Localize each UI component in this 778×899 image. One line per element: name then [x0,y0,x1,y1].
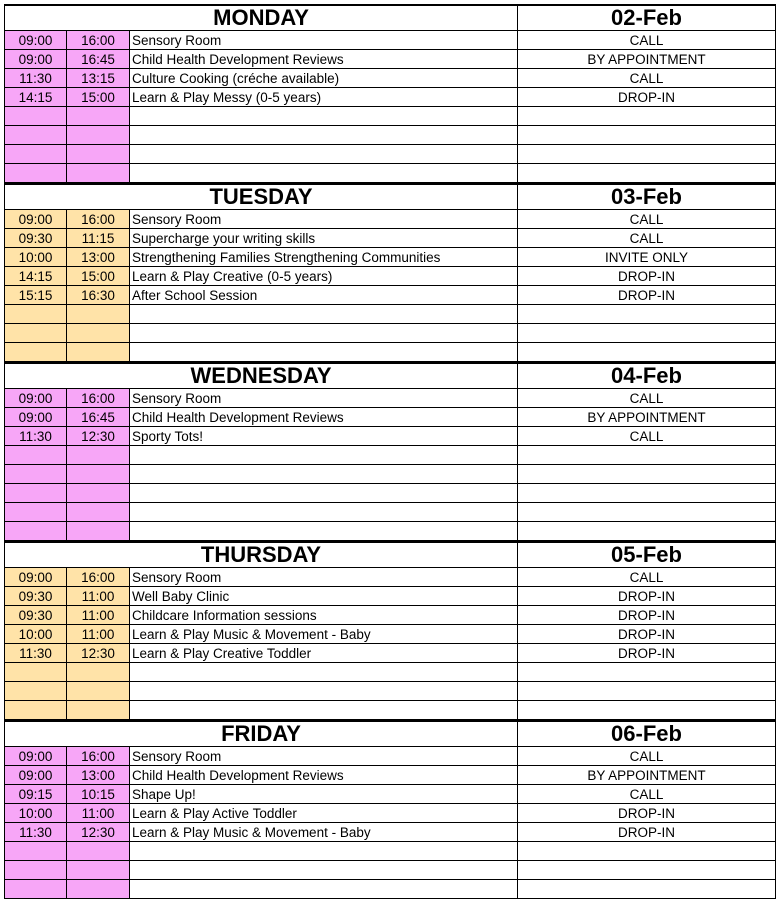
empty-row [5,663,776,682]
schedule-row [5,568,776,587]
empty-cell [518,484,776,503]
day-name: THURSDAY [5,542,518,568]
empty-cell [518,446,776,465]
schedule-row [5,286,776,305]
empty-cell [518,305,776,324]
empty-cell [5,305,67,324]
empty-cell [5,682,67,701]
schedule-row [5,229,776,248]
empty-cell [130,484,518,503]
end-time: 16:45 [67,408,130,427]
day-header [5,184,776,210]
booking-status: DROP-IN [518,823,776,842]
schedule-row [5,248,776,267]
activity-name: Sensory Room [130,568,518,587]
booking-status: CALL [518,389,776,408]
empty-cell [518,324,776,343]
end-time: 12:30 [67,644,130,663]
empty-cell [518,861,776,880]
booking-status: DROP-IN [518,587,776,606]
empty-cell [130,446,518,465]
empty-cell [67,305,130,324]
empty-row [5,107,776,126]
empty-cell [130,164,518,183]
empty-cell [67,343,130,362]
end-time: 13:00 [67,766,130,785]
empty-row [5,145,776,164]
empty-cell [518,503,776,522]
activity-name: Learn & Play Creative (0-5 years) [130,267,518,286]
empty-row [5,343,776,362]
empty-cell [67,164,130,183]
booking-status: BY APPOINTMENT [518,50,776,69]
end-time: 12:30 [67,823,130,842]
empty-row [5,446,776,465]
empty-cell [130,145,518,164]
end-time: 16:00 [67,31,130,50]
schedule-row [5,31,776,50]
activity-name: Sensory Room [130,747,518,766]
activity-name: Sensory Room [130,210,518,229]
day-header [5,542,776,568]
empty-cell [130,842,518,861]
day-name: FRIDAY [5,721,518,747]
activity-name: Shape Up! [130,785,518,804]
empty-cell [518,842,776,861]
start-time: 09:00 [5,210,67,229]
schedule-row [5,823,776,842]
empty-cell [130,503,518,522]
booking-status: DROP-IN [518,286,776,305]
empty-cell [67,682,130,701]
empty-cell [518,682,776,701]
activity-name: Learn & Play Active Toddler [130,804,518,823]
empty-row [5,305,776,324]
empty-cell [67,465,130,484]
day-date: 06-Feb [518,721,776,747]
end-time: 16:00 [67,210,130,229]
schedule-row [5,267,776,286]
empty-cell [5,107,67,126]
booking-status: CALL [518,69,776,88]
schedule-row [5,644,776,663]
day-header [5,721,776,747]
activity-name: After School Session [130,286,518,305]
empty-cell [518,701,776,720]
day-header [5,5,776,31]
booking-status: BY APPOINTMENT [518,766,776,785]
activity-name: Sporty Tots! [130,427,518,446]
empty-cell [67,503,130,522]
end-time: 16:30 [67,286,130,305]
empty-row [5,861,776,880]
end-time: 16:00 [67,568,130,587]
booking-status: DROP-IN [518,88,776,107]
day-header [5,363,776,389]
empty-cell [67,145,130,164]
end-time: 16:45 [67,50,130,69]
schedule-row [5,50,776,69]
empty-cell [130,522,518,541]
start-time: 14:15 [5,88,67,107]
start-time: 11:30 [5,644,67,663]
end-time: 16:00 [67,389,130,408]
activity-name: Supercharge your writing skills [130,229,518,248]
empty-cell [5,503,67,522]
empty-cell [130,861,518,880]
empty-cell [518,107,776,126]
empty-cell [518,880,776,899]
empty-row [5,880,776,899]
end-time: 13:00 [67,248,130,267]
empty-row [5,126,776,145]
empty-cell [67,107,130,126]
empty-cell [518,663,776,682]
start-time: 10:00 [5,248,67,267]
start-time: 09:00 [5,766,67,785]
empty-cell [130,663,518,682]
empty-cell [130,701,518,720]
empty-cell [67,663,130,682]
empty-cell [518,343,776,362]
start-time: 11:30 [5,427,67,446]
empty-row [5,465,776,484]
booking-status: INVITE ONLY [518,248,776,267]
empty-cell [5,842,67,861]
booking-status: CALL [518,785,776,804]
schedule-row [5,625,776,644]
empty-cell [130,305,518,324]
schedule-row [5,427,776,446]
end-time: 16:00 [67,747,130,766]
weekly-schedule [4,4,775,899]
day-name: MONDAY [5,5,518,31]
activity-name: Sensory Room [130,31,518,50]
schedule-row [5,88,776,107]
empty-cell [130,465,518,484]
empty-row [5,522,776,541]
start-time: 09:30 [5,229,67,248]
empty-cell [130,324,518,343]
empty-cell [5,465,67,484]
start-time: 09:00 [5,31,67,50]
booking-status: CALL [518,229,776,248]
activity-name: Child Health Development Reviews [130,766,518,785]
end-time: 11:00 [67,804,130,823]
empty-cell [5,164,67,183]
start-time: 14:15 [5,267,67,286]
empty-row [5,484,776,503]
empty-cell [130,880,518,899]
empty-row [5,842,776,861]
empty-row [5,701,776,720]
day-name: WEDNESDAY [5,363,518,389]
schedule-row [5,408,776,427]
empty-cell [5,861,67,880]
empty-cell [67,701,130,720]
activity-name: Well Baby Clinic [130,587,518,606]
empty-cell [5,324,67,343]
schedule-row [5,766,776,785]
empty-cell [5,446,67,465]
start-time: 09:30 [5,587,67,606]
booking-status: CALL [518,427,776,446]
empty-cell [518,145,776,164]
empty-cell [518,465,776,484]
schedule-row [5,210,776,229]
empty-cell [5,701,67,720]
empty-cell [67,842,130,861]
empty-cell [67,126,130,145]
end-time: 11:00 [67,606,130,625]
activity-name: Learn & Play Music & Movement - Baby [130,823,518,842]
day-date: 04-Feb [518,363,776,389]
empty-cell [5,522,67,541]
activity-name: Culture Cooking (créche available) [130,69,518,88]
empty-cell [67,522,130,541]
activity-name: Learn & Play Music & Movement - Baby [130,625,518,644]
start-time: 11:30 [5,69,67,88]
empty-cell [130,126,518,145]
day-name: TUESDAY [5,184,518,210]
schedule-row [5,69,776,88]
start-time: 09:00 [5,50,67,69]
start-time: 10:00 [5,804,67,823]
schedule-row [5,804,776,823]
empty-cell [67,861,130,880]
empty-cell [5,126,67,145]
schedule-row [5,606,776,625]
end-time: 15:00 [67,88,130,107]
empty-cell [5,880,67,899]
end-time: 11:00 [67,587,130,606]
booking-status: CALL [518,31,776,50]
empty-cell [5,663,67,682]
end-time: 15:00 [67,267,130,286]
booking-status: DROP-IN [518,606,776,625]
empty-cell [67,446,130,465]
empty-cell [130,107,518,126]
start-time: 15:15 [5,286,67,305]
empty-cell [518,164,776,183]
day-section-monday [4,4,776,183]
day-date: 03-Feb [518,184,776,210]
end-time: 10:15 [67,785,130,804]
empty-row [5,324,776,343]
day-section-thursday [4,541,776,720]
schedule-row [5,587,776,606]
empty-cell [5,484,67,503]
empty-cell [518,126,776,145]
start-time: 09:00 [5,568,67,587]
start-time: 09:00 [5,747,67,766]
empty-row [5,682,776,701]
start-time: 10:00 [5,625,67,644]
booking-status: CALL [518,210,776,229]
empty-cell [518,522,776,541]
start-time: 09:00 [5,408,67,427]
day-date: 05-Feb [518,542,776,568]
activity-name: Learn & Play Creative Toddler [130,644,518,663]
booking-status: DROP-IN [518,804,776,823]
day-date: 02-Feb [518,5,776,31]
end-time: 11:00 [67,625,130,644]
activity-name: Childcare Information sessions [130,606,518,625]
booking-status: DROP-IN [518,625,776,644]
schedule-row [5,785,776,804]
start-time: 09:00 [5,389,67,408]
activity-name: Sensory Room [130,389,518,408]
start-time: 09:30 [5,606,67,625]
end-time: 11:15 [67,229,130,248]
schedule-row [5,747,776,766]
end-time: 12:30 [67,427,130,446]
empty-cell [5,145,67,164]
start-time: 09:15 [5,785,67,804]
activity-name: Child Health Development Reviews [130,50,518,69]
empty-cell [130,682,518,701]
day-section-tuesday [4,183,776,362]
empty-cell [130,343,518,362]
activity-name: Learn & Play Messy (0-5 years) [130,88,518,107]
empty-cell [5,343,67,362]
empty-cell [67,324,130,343]
booking-status: CALL [518,568,776,587]
day-section-wednesday [4,362,776,541]
booking-status: DROP-IN [518,267,776,286]
empty-cell [67,484,130,503]
activity-name: Strengthening Families Strengthening Communities [130,248,518,267]
booking-status: CALL [518,747,776,766]
activity-name: Child Health Development Reviews [130,408,518,427]
empty-cell [67,880,130,899]
booking-status: DROP-IN [518,644,776,663]
day-section-friday [4,720,776,899]
empty-row [5,503,776,522]
schedule-row [5,389,776,408]
end-time: 13:15 [67,69,130,88]
booking-status: BY APPOINTMENT [518,408,776,427]
empty-row [5,164,776,183]
start-time: 11:30 [5,823,67,842]
